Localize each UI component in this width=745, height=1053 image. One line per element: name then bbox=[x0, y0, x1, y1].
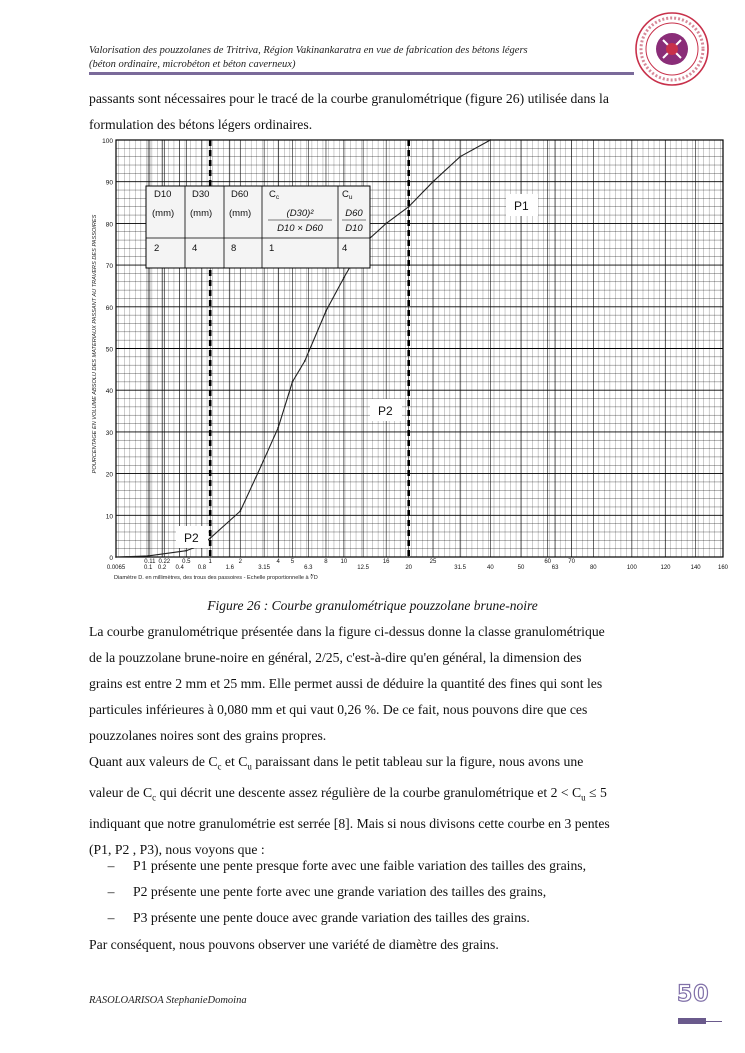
series-point bbox=[343, 277, 345, 279]
body-line: valeur de $C_c$ qui décrit une descente assez régulière de la courbe granulométrique et $2 < C_u \le 5$ bbox=[89, 784, 607, 803]
table-unit-d60: (mm) bbox=[229, 208, 252, 219]
figure-caption: Figure 26 : Courbe granulométrique pouzzolane brune-noire bbox=[207, 598, 538, 613]
coefficients-table bbox=[146, 186, 370, 268]
x-tick-label: 120 bbox=[660, 565, 671, 571]
table-unit-d10: (mm) bbox=[152, 208, 175, 219]
x-tick-label-upper: 70 bbox=[568, 559, 575, 565]
table-value-cc: 1 bbox=[269, 243, 275, 254]
x-tick-label-upper: 10 bbox=[340, 559, 348, 565]
x-tick-label: 3.15 bbox=[258, 565, 270, 571]
series-point bbox=[115, 556, 117, 558]
x-tick-label: 50 bbox=[517, 565, 525, 571]
x-tick-label: 31.5 bbox=[454, 565, 466, 571]
series-point bbox=[325, 310, 327, 312]
y-tick-label: 70 bbox=[105, 263, 113, 271]
body-line: (P1, P2 , P3), nous voyons que : bbox=[89, 841, 265, 857]
body-line: Quant aux valeurs de $C_c$ et $C_u$ paraissant dans le petit tableau sur la figure, nous avons une bbox=[89, 754, 584, 772]
y-tick-label: 20 bbox=[105, 471, 113, 479]
list-item: – P2 présente une pente forte avec une grande variation des tailles des grains, bbox=[107, 884, 547, 900]
y-tick-label: 90 bbox=[105, 179, 113, 187]
y-tick-label: 50 bbox=[105, 346, 113, 354]
y-tick-label: 60 bbox=[105, 304, 113, 312]
body-line: grains est entre 2 mm et 25 mm. Elle permet aussi de déduire la quantité des fines qui sont les bbox=[89, 676, 603, 692]
faculty-seal-logo bbox=[633, 10, 711, 88]
x-tick-label: 0.4 bbox=[175, 565, 184, 571]
x-tick-label: 0.0065 bbox=[106, 565, 126, 571]
annotation-p2-lower: P2 bbox=[184, 531, 199, 545]
x-tick-label: 1.6 bbox=[225, 565, 234, 571]
series-point bbox=[459, 156, 461, 158]
x-tick-label: 12.5 bbox=[357, 565, 369, 571]
list-item: – P1 présente une pente presque forte avec une faible variation des tailles des grains, bbox=[107, 858, 587, 873]
table-value-d30: 4 bbox=[192, 243, 198, 254]
series-point bbox=[209, 537, 211, 539]
footer-author: RASOLOARISOA StephanieDomoina bbox=[89, 995, 247, 1006]
page-header bbox=[89, 44, 629, 71]
body-paragraph-2 bbox=[89, 749, 656, 863]
series-point bbox=[408, 206, 410, 208]
table-header-d10: D10 bbox=[154, 189, 172, 200]
body-line: La courbe granulométrique présentée dans la figure ci-dessus donne la classe granulométrique bbox=[89, 624, 605, 639]
table-value-cu: 4 bbox=[342, 243, 348, 254]
series-point bbox=[239, 510, 241, 512]
conclusion-line: Par conséquent, nous pouvons observer une variété de diamètre des grains. bbox=[89, 937, 499, 952]
table-cu-numerator: D60 bbox=[345, 208, 363, 219]
page-bar-line bbox=[706, 1021, 722, 1022]
x-tick-label: 80 bbox=[589, 565, 597, 571]
intro-paragraph bbox=[89, 86, 656, 138]
x-tick-label-upper: 5 bbox=[290, 559, 295, 565]
page-number: 50 bbox=[677, 982, 710, 1007]
x-tick-label: 140 bbox=[690, 565, 701, 571]
series-point bbox=[260, 464, 262, 466]
slopes-list bbox=[89, 853, 656, 931]
y-tick-label: 10 bbox=[105, 513, 113, 521]
x-tick-label-upper: 0.5 bbox=[182, 559, 191, 565]
annotation-p1: P1 bbox=[514, 199, 529, 213]
body-line: particules inférieures à 0,080 mm et qui vaut 0,26 %. De ce fait, nous pouvons dire que ces bbox=[89, 702, 588, 718]
annotation-p2-upper: P2 bbox=[378, 404, 393, 418]
x-tick-label: 160 bbox=[717, 565, 729, 571]
page-bar bbox=[678, 1018, 706, 1024]
table-cc-denominator: D10 × D60 bbox=[277, 223, 323, 234]
table-unit-d30: (mm) bbox=[190, 208, 213, 219]
y-tick-label: 30 bbox=[105, 429, 113, 437]
chart-y-label: POURCENTAGE EN VOLUME ABSOLU DES MATERIAUX PASSANT AU TRAVERS DES PASSOIRES bbox=[92, 214, 98, 474]
chart-x-label: Diamètre D. en millimètres, des trous des passoires - Echelle proportionnelle à ∛D bbox=[114, 575, 318, 581]
series-point bbox=[277, 427, 279, 429]
x-tick-label-upper: 8 bbox=[324, 559, 328, 565]
header-line-2: (béton ordinaire, microbéton et béton caverneux) bbox=[89, 58, 296, 70]
table-header-cu: $C_u$ bbox=[342, 189, 353, 201]
x-tick-label-upper: 0.22 bbox=[158, 559, 171, 565]
x-tick-label: 40 bbox=[487, 565, 494, 571]
table-header-cc: $C_c$ bbox=[269, 189, 280, 201]
body-paragraph-1 bbox=[89, 619, 656, 749]
series-point bbox=[291, 381, 293, 383]
series-point bbox=[185, 550, 187, 552]
x-tick-label-upper: 25 bbox=[429, 559, 437, 565]
series-point bbox=[147, 555, 149, 557]
table-value-d60: 8 bbox=[231, 243, 237, 254]
x-tick-label: 100 bbox=[626, 565, 637, 571]
x-tick-label: 63 bbox=[551, 565, 559, 571]
x-tick-label: 20 bbox=[405, 565, 413, 571]
table-value-d10: 2 bbox=[154, 243, 160, 254]
x-tick-label: 0.1 bbox=[143, 565, 153, 571]
x-tick-label-upper: 60 bbox=[544, 559, 552, 565]
x-tick-label: 6.3 bbox=[304, 565, 313, 571]
table-header-d30: D30 bbox=[192, 189, 210, 200]
body-line: de la pouzzolane brune-noire en général, 2/25, c'est-à-dire qu'en général, la dimension des bbox=[89, 650, 582, 666]
y-tick-label: 80 bbox=[105, 221, 113, 229]
series-point bbox=[489, 139, 491, 141]
series-point bbox=[432, 181, 434, 183]
x-tick-label-upper: 2 bbox=[238, 559, 242, 565]
intro-line-1: passants sont nécessaires pour le tracé de la courbe granulométrique (figure 26) utilisée dans la bbox=[89, 91, 609, 106]
y-tick-label: 0 bbox=[109, 555, 113, 562]
body-line: pouzzolanes noires sont des grains propres. bbox=[89, 728, 327, 744]
table-header-d60: D60 bbox=[231, 189, 249, 200]
list-item: – P3 présente une pente douce avec grande variation des tailles des grains. bbox=[107, 910, 530, 926]
granulometric-chart bbox=[86, 134, 731, 584]
y-tick-label: 100 bbox=[102, 138, 113, 145]
x-tick-label: 0.2 bbox=[157, 565, 167, 571]
body-line: indiquant que notre granulométrie est serrée [8]. Mais si nous divisons cette courbe en 3 pentes bbox=[89, 815, 610, 831]
x-tick-label-upper: 1 bbox=[208, 559, 212, 565]
header-line-1: Valorisation des pouzzolanes de Tritriva, Région Vakinankaratra en vue de fabrication des bétons légers bbox=[89, 45, 528, 56]
x-tick-label-upper: 4 bbox=[276, 559, 280, 565]
table-cc-numerator: (D30)² bbox=[286, 208, 314, 219]
series-point bbox=[304, 360, 306, 362]
y-tick-label: 40 bbox=[105, 388, 113, 396]
x-tick-label-upper: 0.11 bbox=[144, 559, 156, 565]
table-cu-denominator: D10 bbox=[345, 223, 363, 234]
x-tick-label: 0.8 bbox=[197, 565, 207, 571]
series-point bbox=[385, 223, 387, 225]
header-rule bbox=[89, 72, 634, 75]
x-tick-label-upper: 16 bbox=[382, 559, 390, 565]
intro-line-2: formulation des bétons légers ordinaires. bbox=[89, 117, 313, 133]
